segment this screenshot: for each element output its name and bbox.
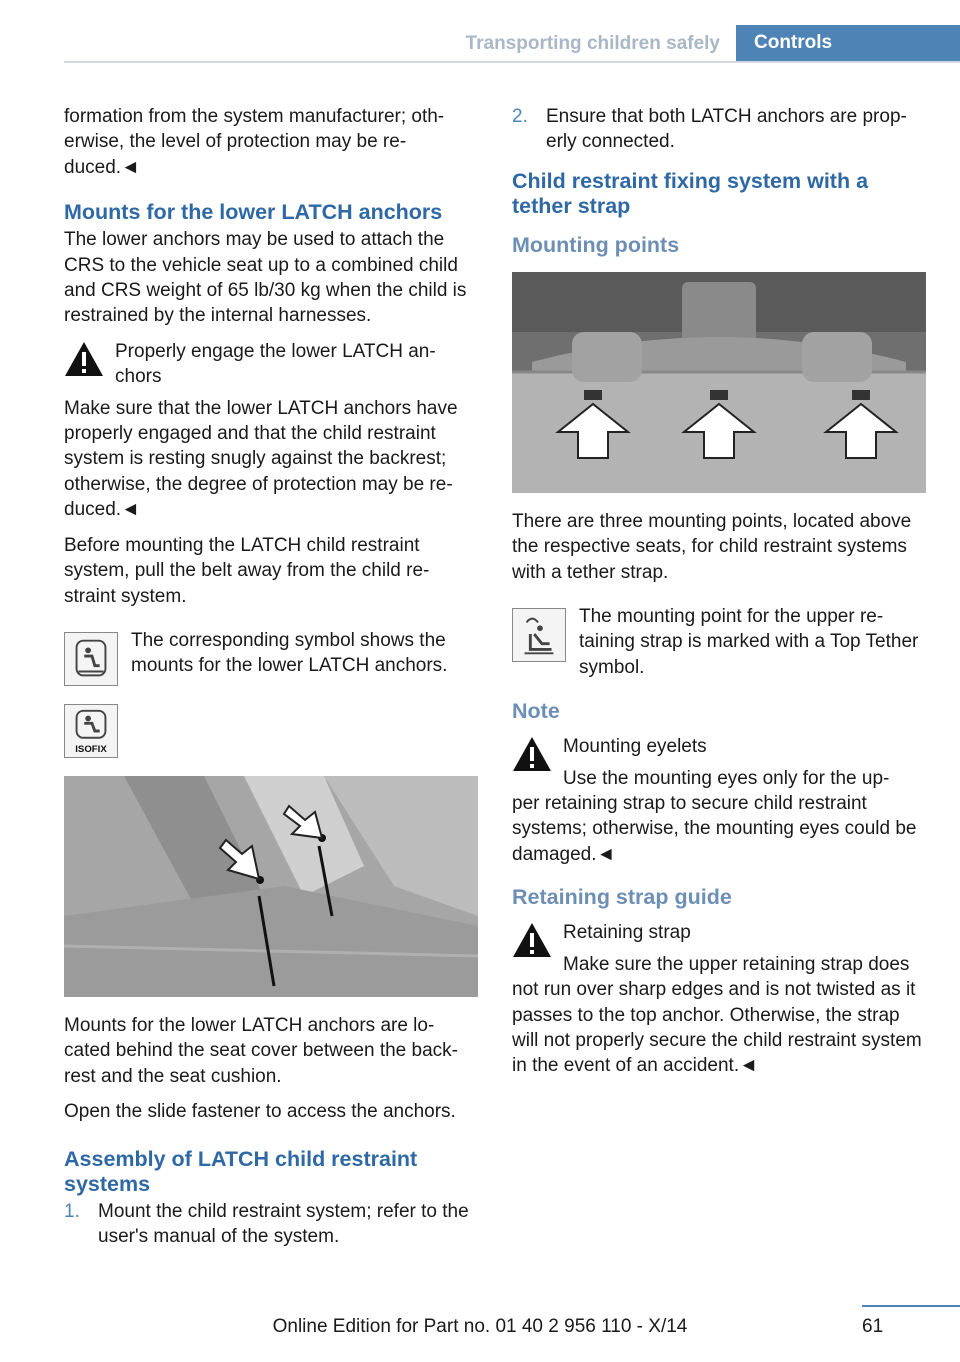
warning-triangle-icon bbox=[64, 341, 104, 377]
isofix-symbol-icon bbox=[64, 704, 118, 758]
header-rule bbox=[64, 61, 960, 63]
warning-title-engage: Properly engage the lower LATCH an-chors bbox=[115, 340, 436, 388]
warning-triangle-icon bbox=[512, 922, 552, 958]
paragraph-mount-location: Mounts for the lower LATCH anchors are lo-cated behind the seat cover between the back-rest and the seat cushion. bbox=[64, 1014, 458, 1087]
step-number: 1. bbox=[64, 1200, 80, 1222]
list-item bbox=[512, 104, 926, 155]
page-number: 61 bbox=[862, 1316, 884, 1337]
warning-body-strap: not run over sharp edges and is not twisted as it passes to the top anchor. Otherwise, the strap will not properly secure the child restraint system in the event of an accident.◄ bbox=[512, 979, 922, 1077]
warning-body-strap-first-line: Make sure the upper retaining strap does bbox=[563, 953, 910, 975]
paragraph-pull-belt: Before mounting the LATCH child restraint system, pull the belt away from the child re-straint system. bbox=[64, 534, 430, 607]
warning-block-engage bbox=[64, 339, 478, 390]
symbol-note-lower-latch bbox=[64, 628, 478, 690]
footer-edition: Online Edition for Part no. 01 40 2 956 110 - X/14 bbox=[272, 1316, 688, 1337]
lower-latch-anchors-photo bbox=[64, 776, 478, 997]
heading-assembly: Assembly of LATCH child restraint systems bbox=[64, 1146, 418, 1196]
mounting-points-photo bbox=[512, 272, 926, 493]
warning-body-eyelets-first-line: Use the mounting eyes only for the up- bbox=[563, 767, 890, 789]
list-item bbox=[64, 1199, 478, 1250]
isofix-symbol-row bbox=[64, 700, 478, 758]
step-text: Mount the child restraint system; refer to the user's manual of the system. bbox=[98, 1200, 469, 1247]
heading-retaining-strap-guide: Retaining strap guide bbox=[512, 885, 732, 910]
warning-body-eyelets: per retaining strap to secure child restraint systems; otherwise, the mounting eyes could be damaged.◄ bbox=[512, 793, 917, 865]
assembly-steps-list bbox=[64, 1199, 478, 1250]
left-column bbox=[64, 104, 478, 1259]
symbol-note-text: The mounting point for the upper re-taining strap is marked with a Top Tether symbol. bbox=[579, 606, 919, 678]
paragraph-continuation: formation from the system manufacturer; oth-erwise, the level of protection may be re-duced.◄ bbox=[64, 106, 445, 178]
header-chapter-tab: Controls bbox=[736, 25, 960, 63]
step-number: 2. bbox=[512, 106, 528, 127]
assembly-steps-list-continued bbox=[512, 104, 926, 155]
symbol-note-text: The corresponding symbol shows the mounts for the lower LATCH anchors. bbox=[131, 629, 448, 677]
paragraph-three-mounting-points: There are three mounting points, located above the respective seats, for child restraint systems with a tether strap. bbox=[512, 510, 912, 583]
paragraph-lower-anchors: The lower anchors may be used to attach the CRS to the vehicle seat up to a combined child and CRS weight of 65 lb/30 kg when the child is restrained by the internal harnesses. bbox=[64, 229, 467, 327]
heading-mounting-points: Mounting points bbox=[512, 232, 680, 257]
heading-tether-strap: Child restraint fixing system with a tether strap bbox=[512, 168, 869, 218]
warning-block-eyelets bbox=[512, 734, 926, 791]
paragraph-engage-body: Make sure that the lower LATCH anchors have properly engaged and that the child restraint system is resting snugly against the backrest; otherwise, the degree of protection may be re-duced.◄ bbox=[64, 397, 458, 521]
isofix-label: ISOFIX bbox=[75, 744, 107, 756]
right-column bbox=[512, 104, 926, 1089]
symbol-note-top-tether bbox=[512, 604, 926, 680]
paragraph-slide-fastener: Open the slide fastener to access the anchors. bbox=[64, 1101, 456, 1123]
warning-title-retaining-strap: Retaining strap bbox=[563, 922, 691, 944]
warning-block-retaining-strap bbox=[512, 920, 926, 977]
child-seat-symbol-icon bbox=[64, 632, 118, 686]
header-section-title: Transporting children safely bbox=[465, 33, 720, 54]
heading-lower-latch-mounts: Mounts for the lower LATCH anchors bbox=[64, 200, 443, 225]
warning-triangle-icon bbox=[512, 736, 552, 772]
step-text: Ensure that both LATCH anchors are prop-erly connected. bbox=[546, 106, 907, 153]
top-tether-symbol-icon bbox=[512, 608, 566, 662]
footer-rule bbox=[862, 1305, 960, 1307]
warning-title-eyelets: Mounting eyelets bbox=[563, 736, 707, 758]
heading-note: Note bbox=[512, 699, 560, 724]
